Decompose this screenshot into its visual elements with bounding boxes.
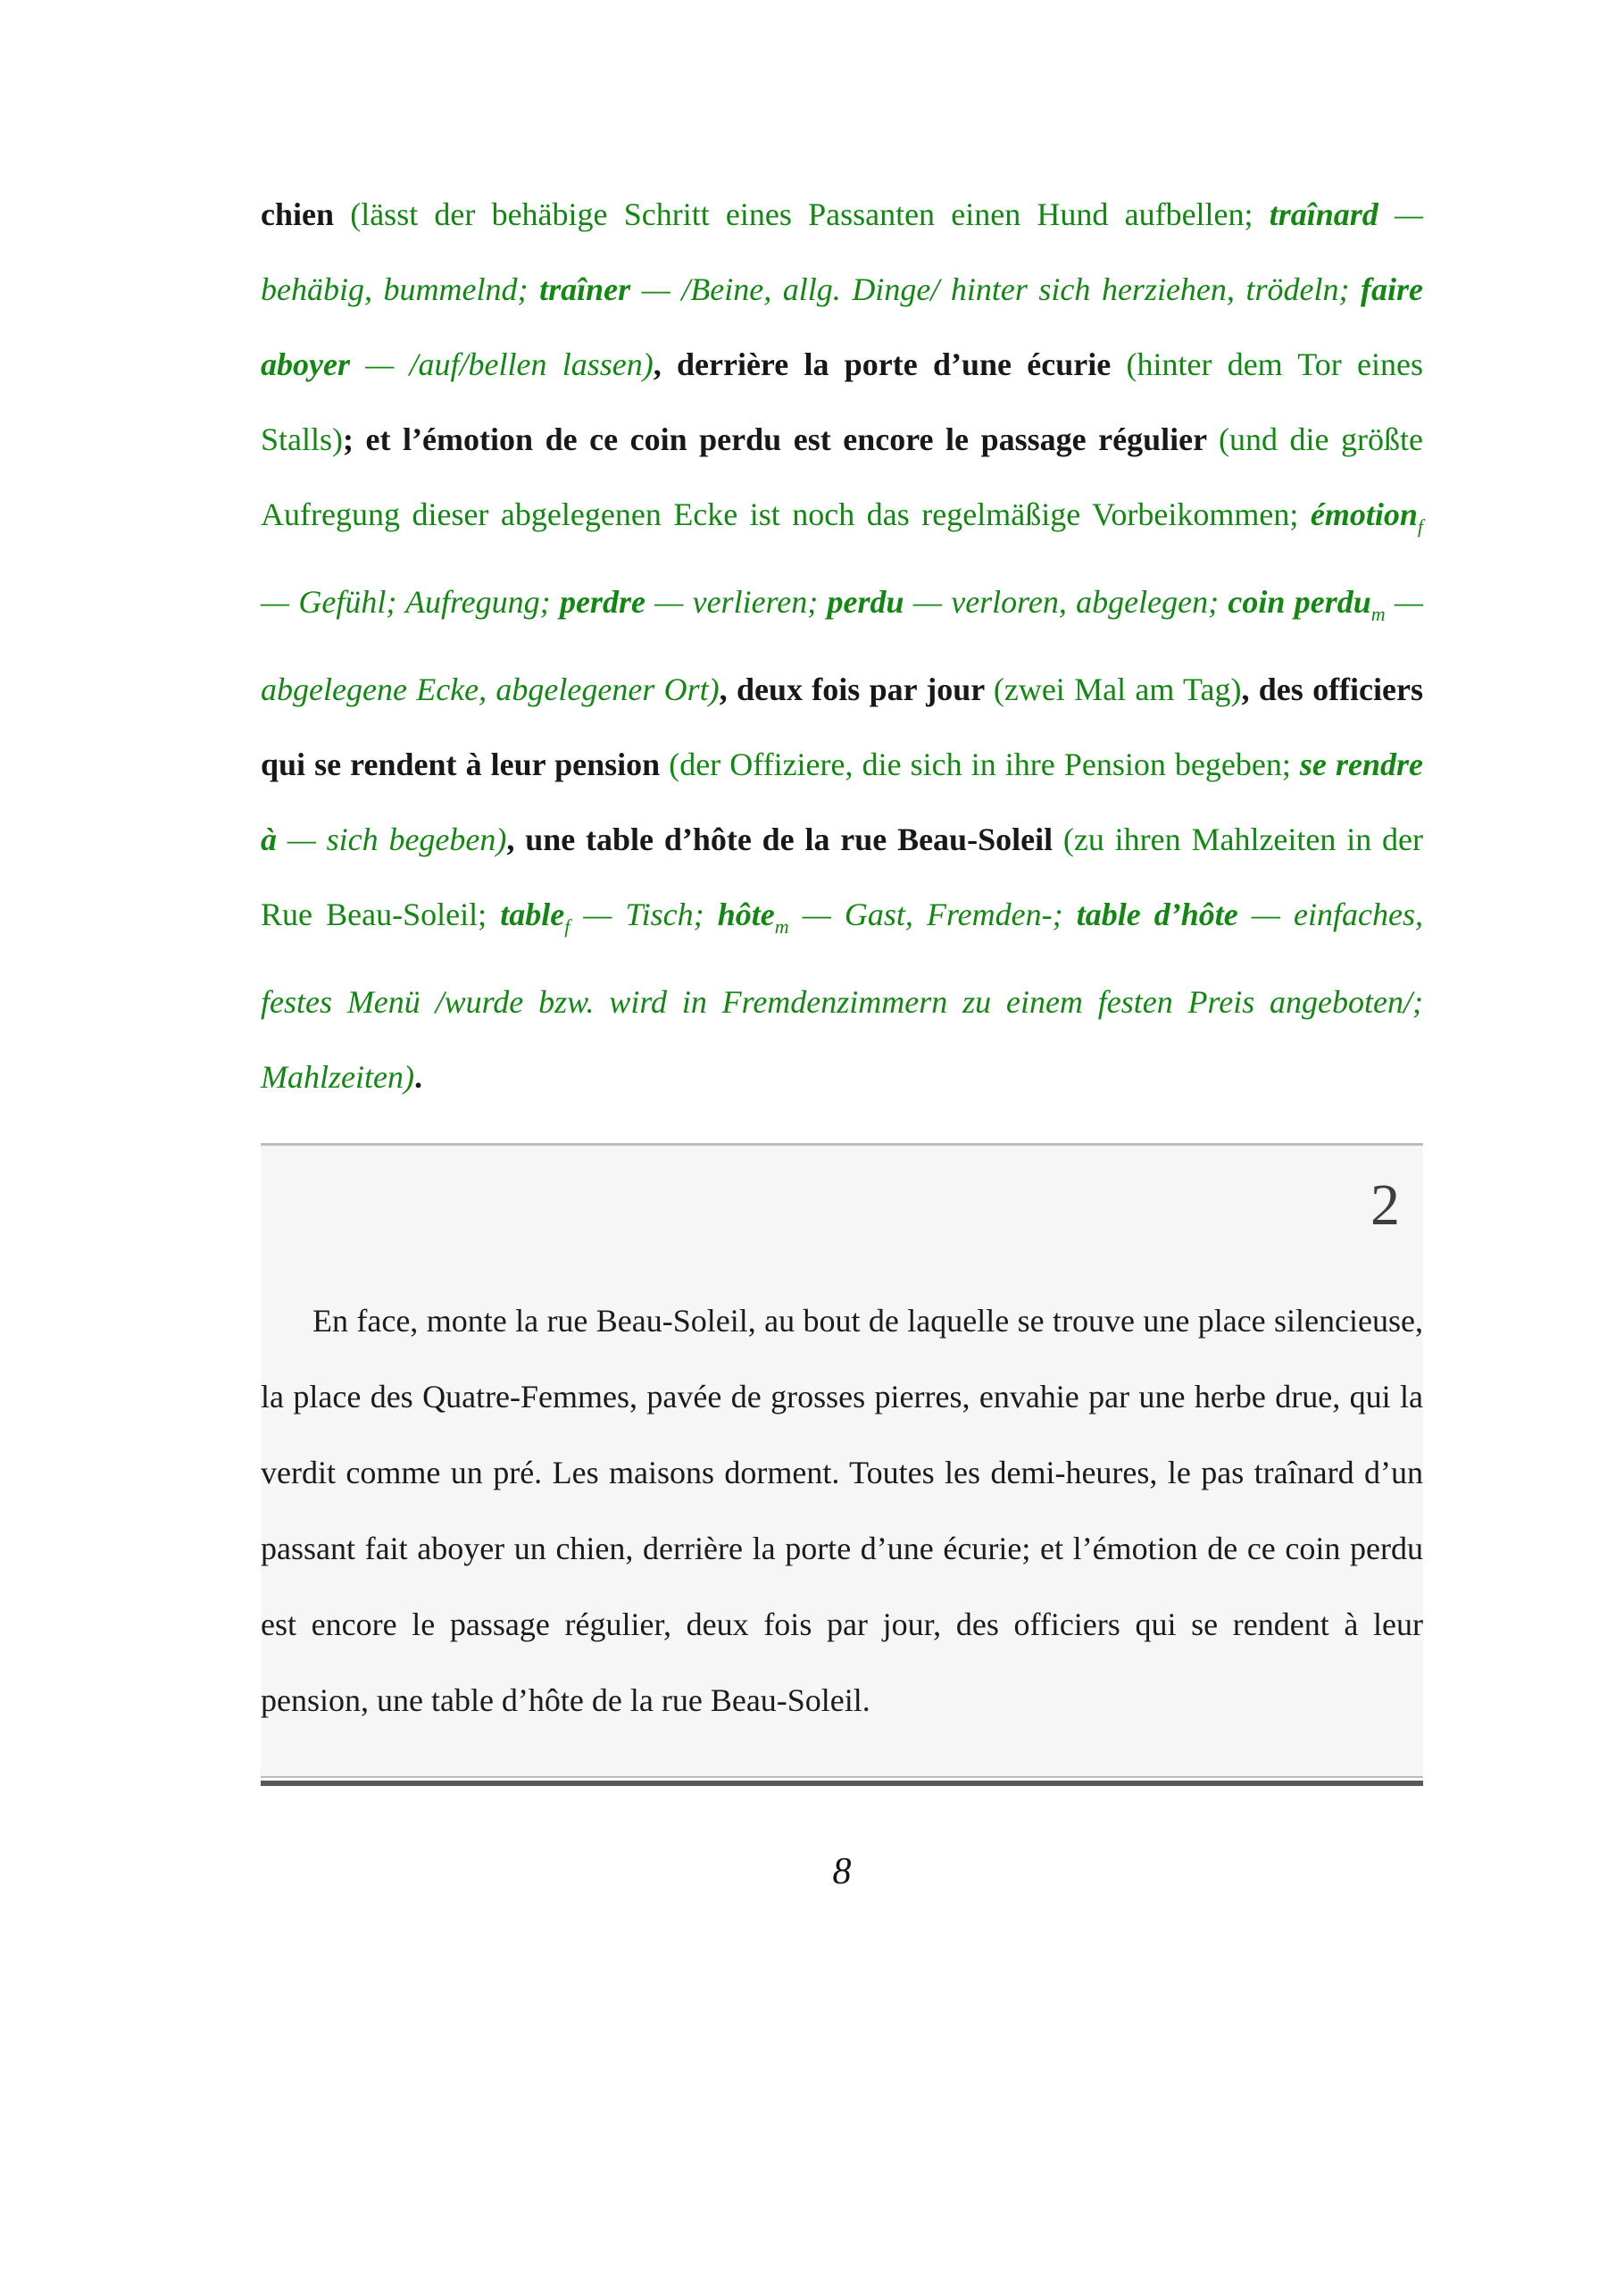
text-segment-fr: chien (261, 196, 335, 232)
footer-rule (261, 1776, 1423, 1786)
text-column (261, 0, 1423, 1893)
text-segment-deb: traîner (539, 271, 631, 307)
text-segment-deb: se rendre à (261, 747, 1423, 857)
text-segment-dei: — Tisch; (570, 897, 718, 932)
text-segment-de: (lässt der behäbige Schritt eines Passanten einen Hund aufbellen; (334, 196, 1270, 232)
interlinear-paragraph (261, 177, 1423, 1114)
text-segment-dei: — verloren, abgelegen; (904, 584, 1228, 620)
section-2-panel (261, 1143, 1423, 1776)
text-segment-de: (zwei Mal am Tag) (993, 672, 1242, 707)
text-segment-fr: . (413, 1059, 422, 1095)
page-number: 8 (832, 1851, 852, 1892)
text-segment-deb: perdu (827, 584, 904, 620)
text-segment-de: (hinter dem Tor eines Stalls) (261, 346, 1423, 457)
text-segment-deb: émotion (1310, 496, 1418, 532)
text-segment-dei: — /Beine, allg. Dinge/ hinter sich herziehen, trödeln; (630, 271, 1362, 307)
text-segment-dei: — Gefühl; Aufregung; (261, 584, 560, 620)
text-segment-sub: f (564, 915, 570, 938)
text-segment-fr: , une table d’hôte de la rue Beau-Soleil (506, 822, 1063, 857)
text-segment-dei: — sich begeben) (277, 822, 507, 857)
text-segment-deb: table (500, 897, 565, 932)
text-segment-deb: table d’hôte (1076, 897, 1238, 932)
text-segment-dei: — Gast, Fremden-; (788, 897, 1077, 932)
text-segment-deb: traînard (1269, 196, 1378, 232)
text-segment-de: (der Offiziere, die sich in ihre Pension begeben; (669, 747, 1300, 782)
text-segment-fr: , deux fois par jour (719, 672, 994, 707)
text-segment-dei: — /auf/bellen lassen) (349, 346, 654, 382)
text-segment-deb: faire aboyer (261, 271, 1423, 382)
text-segment-dei: — einfaches, festes Menü /wurde bzw. wird in Fremdenzimmern zu einem festen Preis angeboten/; Mahlzeiten) (261, 897, 1423, 1095)
text-segment-de: (zu ihren Mahlzeiten in der Rue Beau-Soleil; (261, 822, 1423, 932)
french-paragraph: En face, monte la rue Beau-Soleil, au bout de laquelle se trouve une place silencieuse, la place des Quatre-Femmes, pavée de grosses pierres, envahie par une herbe drue, qui la verdit comme un pré. Les maisons dorment. Toutes les demi-heures, le pas traînard d’un passant fait aboyer un chien, derrière la porte d’une écurie; et l’émotion de ce coin perdu est encore le passage régulier, deux fois par jour, des officiers qui se rendent à leur pension, une table d’hôte de la rue Beau-Soleil. (261, 1303, 1423, 1718)
text-segment-deb: perdre (559, 584, 645, 620)
text-segment-deb: coin perdu (1228, 584, 1371, 620)
text-segment-sub: f (1417, 515, 1423, 538)
text-segment-dei: — abgelegene Ecke, abgelegener Ort) (261, 584, 1423, 707)
text-segment-de: (und die größte Aufregung dieser abgelegenen Ecke ist noch das regelmäßige Vorbeikommen; (261, 421, 1423, 532)
text-segment-sub: m (774, 915, 789, 938)
section-number: 2 (1370, 1172, 1400, 1238)
text-segment-fr: , derrière la porte d’une écurie (653, 346, 1127, 382)
text-segment-deb: hôte (717, 897, 775, 932)
text-segment-fr: , des officiers qui se rendent à leur pension (261, 672, 1423, 782)
text-segment-dei: — behäbig, bummelnd; (261, 196, 1423, 307)
text-segment-sub: m (1370, 603, 1386, 625)
text-segment-dei: — verlieren; (645, 584, 828, 620)
text-segment-fr: ; et l’émotion de ce coin perdu est encore le passage régulier (343, 421, 1219, 457)
